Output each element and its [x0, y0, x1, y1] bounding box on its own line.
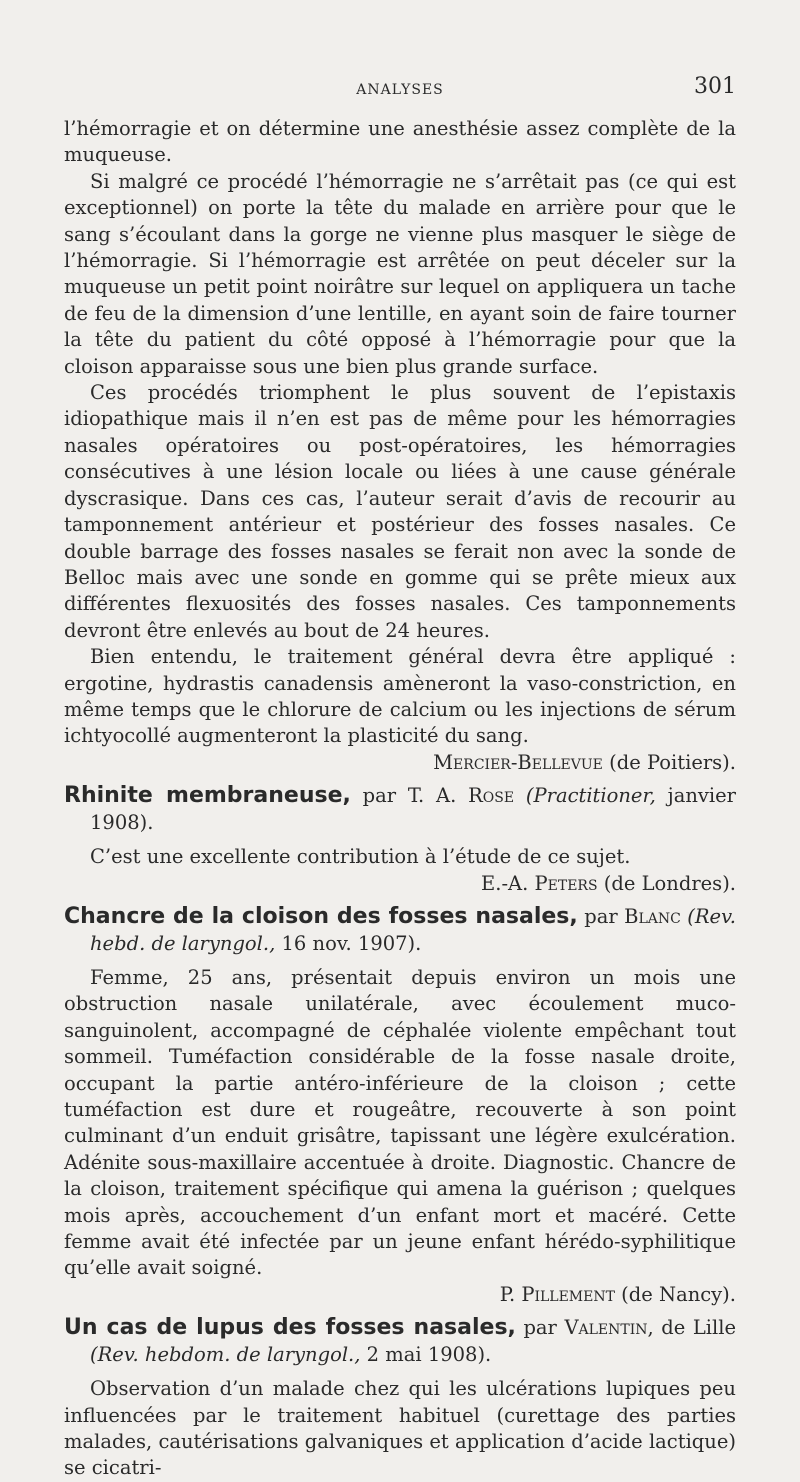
running-header: [64, 74, 736, 110]
article-source: (Rev. hebdom. de laryngol.,: [90, 1343, 361, 1367]
paragraph: Bien entendu, le traitement général devra être appliqué : ergotine, hydrastis canadensis amèneront la vaso-constriction, en même temps que le chlorure de calcium ou les injections de sérum ichtyocollé augmenteront la plasticité du sang.: [64, 645, 736, 748]
signature-name: P. Pillement: [499, 1282, 615, 1306]
paragraph: Ces procédés triomphent le plus souvent de l’epistaxis idiopathique mais il n’en est pas de même pour les hémorragies nasales opératoires ou post-opératoires, les hémorragies consécutives à une lésion locale ou liées à une cause générale dyscrasique. Dans ces cas, l’auteur serait d’avis de recourir au tamponnement antérieur et postérieur des fosses nasales. Ce double barrage des fosses nasales se ferait non avec la sonde de Belloc mais avec une sonde en gomme qui se prête mieux aux différentes flexuosités des fosses nasales. Ces tamponnements devront être enlevés au bout de 24 heures.: [64, 381, 736, 642]
signature: [64, 871, 736, 897]
article-title: [64, 1314, 736, 1368]
article-title: [64, 782, 736, 836]
article-author: Rose: [468, 784, 515, 808]
paragraph: Femme, 25 ans, présentait depuis environ un mois une obstruction nasale unilatérale, avec écoulement muco-sanguinolent, accompagné de céphalée violente empêchant tout sommeil. Tuméfaction considérable de la fosse nasale droite, occupant la partie antéro-inférieure de la cloison ; cette tuméfaction est dure et rougeâtre, recouverte à son point culminant d’un enduit grisâtre, tapissant une légère exulcération. Adénite sous-maxillaire accentuée à droite. Diagnostic. Chancre de la cloison, traitement spécifique qui amena la guérison ; quelques mois après, accouchement d’un enfant mort et macéré. Cette femme avait été infectée par un jeune enfant hérédo-syphilitique qu’elle avait soigné.: [64, 965, 736, 1280]
signature-place: (de Poitiers).: [609, 750, 736, 774]
article-source: (Rev. hebd. de laryngol.,: [90, 904, 736, 955]
signature-place: (de Nancy).: [621, 1282, 736, 1306]
article-by: par: [523, 1316, 557, 1340]
article-title: [64, 903, 736, 957]
article-author: Valentin,: [564, 1316, 654, 1340]
article-source-date: 2 mai 1908).: [366, 1343, 492, 1367]
paragraph: l’hémorragie et on détermine une anesthésie assez complète de la muqueuse.: [64, 117, 736, 167]
signature-place: (de Londres).: [603, 871, 736, 895]
signature: [64, 1282, 736, 1308]
article-heading: Rhinite membraneuse,: [64, 783, 351, 809]
article-source-date: janvier 1908).: [90, 784, 737, 835]
signature-name: E.-A. Peters: [481, 871, 598, 895]
article-by: par T. A.: [362, 784, 457, 808]
article-source-date: 16 nov. 1907).: [281, 931, 422, 955]
article-heading: Chancre de la cloison des fosses nasales,: [64, 903, 578, 929]
paragraph: Si malgré ce procédé l’hémorragie ne s’arrêtait pas (ce qui est exceptionnel) on porte la tête du malade en arrière pour que le sang s’écoulant dans la gorge ne vienne plus masquer le siège de l’hémorragie. Si l’hémorragie est arrêtée on peut déceler sur la muqueuse un petit point noirâtre sur lequel on appliquera un tache de feu de la dimension d’une lentille, en ayant soin de faire tourner la tête du patient du côté opposé à l’hémorragie pour que la cloison apparaisse sous une bien plus grande surface.: [64, 169, 736, 378]
article-heading: Un cas de lupus des fosses nasales,: [64, 1315, 516, 1341]
article-author-place: de Lille: [661, 1316, 737, 1340]
paragraph: C’est une excellente contribution à l’étude de ce sujet.: [90, 845, 631, 869]
signature: [64, 750, 736, 776]
page-number: 301: [694, 74, 736, 99]
signature-name: Mercier-Bellevue: [433, 750, 603, 774]
article-by: par: [584, 904, 618, 928]
paragraph: Observation d’un malade chez qui les ulcérations lupiques peu influencées par le traitement habituel (curettage des parties malades, cautérisations galvaniques et application d’acide lactique) se cicatri-: [64, 1377, 736, 1480]
article-source: (Practitioner,: [525, 784, 656, 808]
page-body: [64, 116, 736, 1482]
article-author: Blanc: [624, 904, 681, 928]
running-title: ANALYSES: [356, 82, 444, 98]
